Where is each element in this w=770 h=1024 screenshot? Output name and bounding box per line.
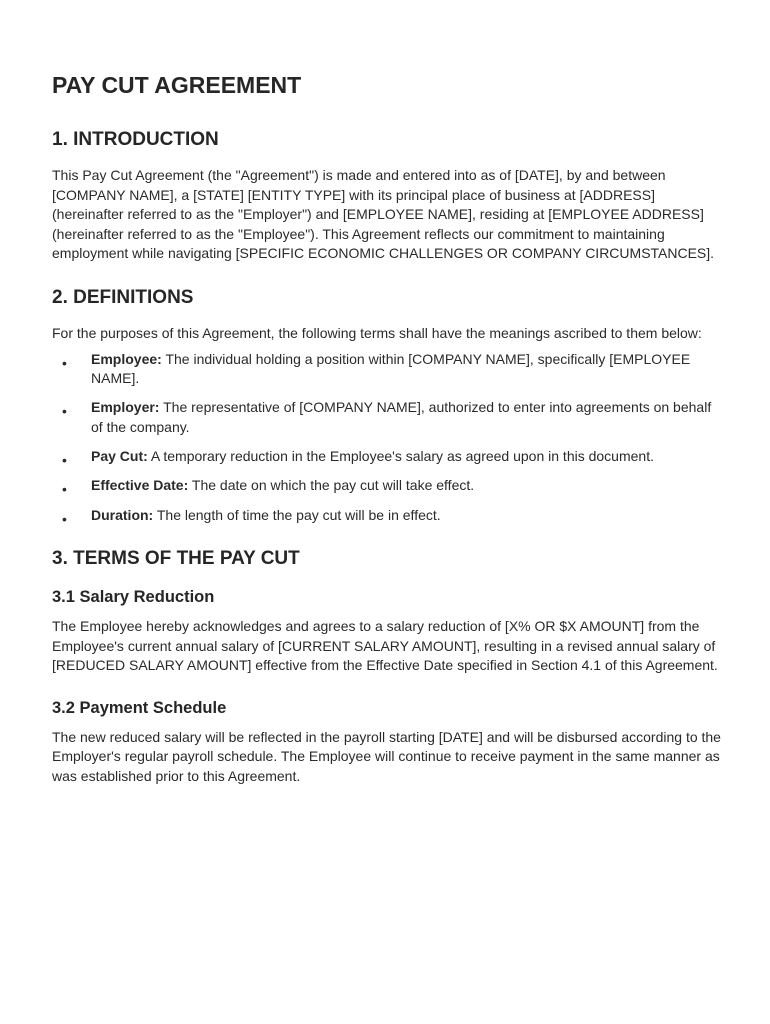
definition-item-employee — [52, 350, 724, 389]
definition-term: Employee: — [91, 350, 162, 367]
definitions-list — [52, 350, 724, 526]
introduction-paragraph: This Pay Cut Agreement (the "Agreement") is made and entered into as of [DATE], by and between [COMPANY NAME], a [STATE] [ENTITY TYPE] with its principal place of business at [ADDRESS] (hereinafter referred to as the "Employer") and [EMPLOYEE NAME], residing at [EMPLOYEE ADDRESS] (hereinafter referred to as the "Employee"). This Agreement reflects our commitment to maintaining employment while navigating [SPECIFIC ECONOMIC CHALLENGES OR COMPANY CIRCUMSTANCES]. — [52, 167, 715, 262]
definition-text: A temporary reduction in the Employee's salary as agreed upon in this document. — [147, 448, 654, 465]
definition-term: Pay Cut: — [91, 448, 148, 465]
definition-term: Employer: — [91, 399, 160, 416]
document-title: PAY CUT AGREEMENT — [52, 72, 302, 98]
section-definitions — [52, 284, 724, 525]
section-terms — [52, 545, 724, 787]
definition-text: The length of time the pay cut will be in effect. — [153, 506, 441, 523]
definition-text: The date on which the pay cut will take effect. — [188, 477, 475, 494]
introduction-heading: 1. INTRODUCTION — [52, 129, 219, 150]
definition-item-duration — [52, 506, 724, 526]
payment-schedule-heading: 3.2 Payment Schedule — [52, 698, 227, 717]
definitions-intro: For the purposes of this Agreement, the following terms shall have the meanings ascribed to them below: — [52, 324, 702, 341]
definition-item-pay-cut — [52, 447, 724, 467]
bullet-icon: • — [62, 354, 67, 371]
document-page — [52, 68, 724, 801]
salary-reduction-paragraph: The Employee hereby acknowledges and agrees to a salary reduction of [X% OR $X AMOUNT] from the Employee's current annual salary of [CURRENT SALARY AMOUNT], resulting in a revised annual salary of [REDUCED SALARY AMOUNT] effective from the Effective Date specified in Section 4.1 of this Agreement. — [52, 618, 718, 674]
definition-item-employer — [52, 398, 724, 437]
payment-schedule-paragraph: The new reduced salary will be reflected in the payroll starting [DATE] and will be disbursed according to the Employer's regular payroll schedule. The Employee will continue to receive payment in the same manner as was established prior to this Agreement. — [52, 728, 721, 785]
definition-text: The individual holding a position within [COMPANY NAME], specifically [EMPLOYEE NAME]. — [91, 350, 691, 387]
salary-reduction-heading: 3.1 Salary Reduction — [52, 588, 215, 607]
definitions-heading: 2. DEFINITIONS — [52, 286, 194, 308]
definition-term: Effective Date: — [91, 477, 189, 494]
bullet-icon: • — [62, 403, 67, 420]
terms-heading: 3. TERMS OF THE PAY CUT — [52, 548, 300, 570]
bullet-icon: • — [62, 481, 67, 498]
bullet-icon: • — [62, 510, 67, 527]
definition-term: Duration: — [91, 506, 154, 523]
section-introduction — [52, 126, 724, 264]
definition-text: The representative of [COMPANY NAME], authorized to enter into agreements on behalf of the company. — [91, 399, 712, 435]
definition-item-effective-date — [52, 476, 724, 496]
bullet-icon: • — [62, 452, 67, 469]
